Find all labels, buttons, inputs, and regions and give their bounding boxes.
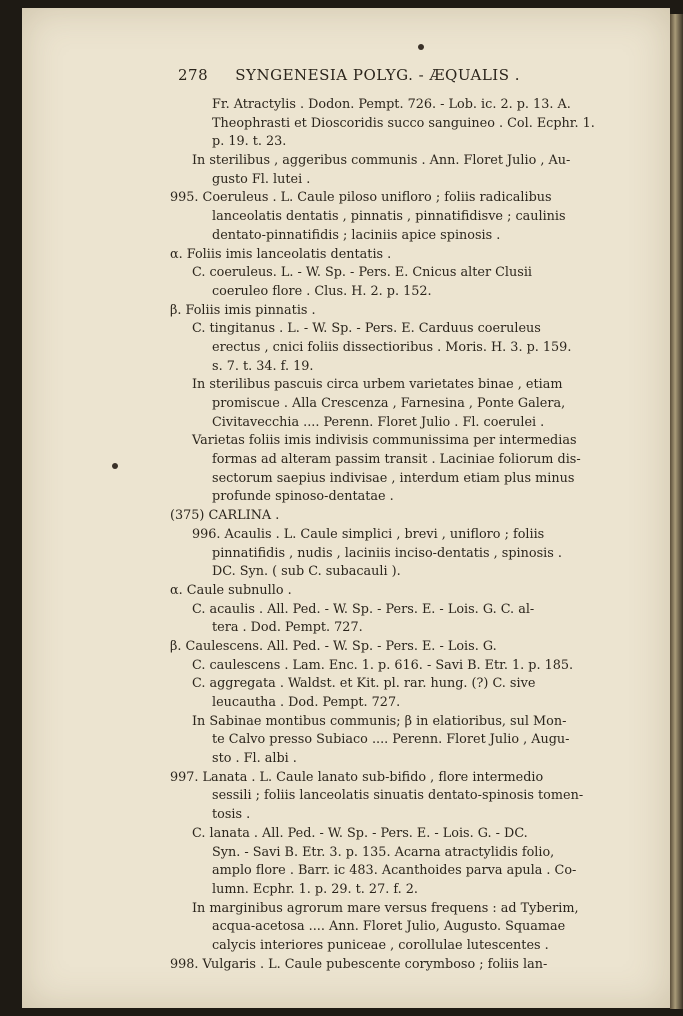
running-title: SYNGENESIA POLYG. - ÆQUALIS .: [235, 66, 521, 84]
text-line: sto . Fl. albi .: [212, 751, 297, 767]
text-line: lumn. Ecphr. 1. p. 29. t. 27. f. 2.: [212, 881, 418, 897]
text-line: β. Foliis imis pinnatis .: [170, 302, 316, 318]
text-line: dentato-pinnatifidis ; laciniis apice spinosis .: [212, 227, 501, 243]
text-line: Syn. - Savi B. Etr. 3. p. 135. Acarna atractylidis folio,: [212, 844, 555, 860]
text-line: promiscue . Alla Crescenza , Farnesina , Ponte Galera,: [212, 396, 566, 411]
text-line: Theophrasti et Dioscoridis succo sanguineo . Col. Ecphr. 1.: [212, 115, 595, 131]
ink-spot: [418, 44, 424, 50]
text-line: In Sabinae montibus communis; β in elatioribus, sul Mon-: [192, 713, 567, 729]
text-line: In marginibus agrorum mare versus frequens : ad Tyberim,: [192, 900, 579, 916]
text-line: sessili ; foliis lanceolatis sinuatis dentato-spinosis tomen-: [212, 788, 584, 804]
page-edge: [670, 14, 683, 1009]
text-line: leucautha . Dod. Pempt. 727.: [212, 695, 401, 710]
ink-spot: [112, 463, 118, 469]
text-line: C. caulescens . Lam. Enc. 1. p. 616. - Savi B. Etr. 1. p. 185.: [192, 657, 574, 673]
text-line: formas ad alteram passim transit . Laciniae foliorum dis-: [212, 452, 581, 468]
text-line: (375) CARLINA .: [170, 508, 280, 524]
text-line: In sterilibus pascuis circa urbem varietates binae , etiam: [192, 377, 563, 393]
text-line: tosis .: [212, 807, 251, 823]
text-line: 995. Coeruleus . L. Caule piloso unifloro ; foliis radicalibus: [170, 190, 552, 206]
text-line: 997. Lanata . L. Caule lanato sub-bifido , flore intermedio: [170, 769, 544, 785]
text-line: α. Caule subnullo .: [170, 582, 292, 598]
text-line: acqua-acetosa .... Ann. Floret Julio, Augusto. Squamae: [212, 919, 566, 935]
text-line: Fr. Atractylis . Dodon. Pempt. 726. - Lob. ic. 2. p. 13. A.: [212, 97, 571, 112]
text-line: C. coeruleus. L. - W. Sp. - Pers. E. Cnicus alter Clusii: [192, 265, 533, 281]
text-line: sectorum saepius indivisae , interdum etiam plus minus: [212, 470, 575, 486]
text-line: C. acaulis . All. Ped. - W. Sp. - Pers. E. - Lois. G. C. al-: [192, 601, 535, 617]
text-line: amplo flore . Barr. ic 483. Acanthoides parva apula . Co-: [212, 863, 577, 879]
text-line: gusto Fl. lutei .: [212, 171, 311, 187]
text-line: lanceolatis dentatis , pinnatis , pinnatifidisve ; caulinis: [212, 209, 566, 225]
text-line: C. aggregata . Waldst. et Kit. pl. rar. hung. (?) C. sive: [192, 676, 536, 692]
text-line: coeruleo flore . Clus. H. 2. p. 152.: [212, 283, 432, 299]
text-line: 998. Vulgaris . L. Caule pubescente corymboso ; foliis lan-: [170, 956, 548, 972]
text-line: tera . Dod. Pempt. 727.: [212, 620, 363, 636]
text-line: C. tingitanus . L. - W. Sp. - Pers. E. Carduus coeruleus: [192, 321, 541, 337]
text-line: Civitavecchia .... Perenn. Floret Julio . Fl. coerulei .: [212, 414, 545, 430]
text-line: erectus , cnici foliis dissectioribus . Moris. H. 3. p. 159.: [212, 339, 572, 355]
text-line: p. 19. t. 23.: [212, 134, 287, 150]
text-line: calycis interiores puniceae , corollulae lutescentes .: [212, 937, 549, 953]
page-number: 278: [178, 66, 209, 84]
text-line: Varietas foliis imis indivisis communissima per intermedias: [192, 433, 577, 449]
text-line: C. lanata . All. Ped. - W. Sp. - Pers. E. - Lois. G. - DC.: [192, 825, 528, 841]
text-line: In sterilibus , aggeribus communis . Ann. Floret Julio , Au-: [192, 153, 571, 169]
text-line: DC. Syn. ( sub C. subacauli ).: [212, 564, 401, 580]
text-line: α. Foliis imis lanceolatis dentatis .: [170, 246, 392, 262]
text-line: te Calvo presso Subiaco .... Perenn. Floret Julio , Augu-: [212, 732, 570, 748]
text-line: β. Caulescens. All. Ped. - W. Sp. - Pers. E. - Lois. G.: [170, 638, 497, 654]
text-line: 996. Acaulis . L. Caule simplici , brevi , unifloro ; foliis: [192, 526, 545, 542]
text-line: s. 7. t. 34. f. 19.: [212, 358, 314, 374]
page-body: [170, 96, 658, 974]
page-header: [178, 66, 578, 84]
text-line: profunde spinoso-dentatae .: [212, 489, 394, 505]
text-line: pinnatifidis , nudis , laciniis inciso-dentatis , spinosis .: [212, 545, 562, 561]
